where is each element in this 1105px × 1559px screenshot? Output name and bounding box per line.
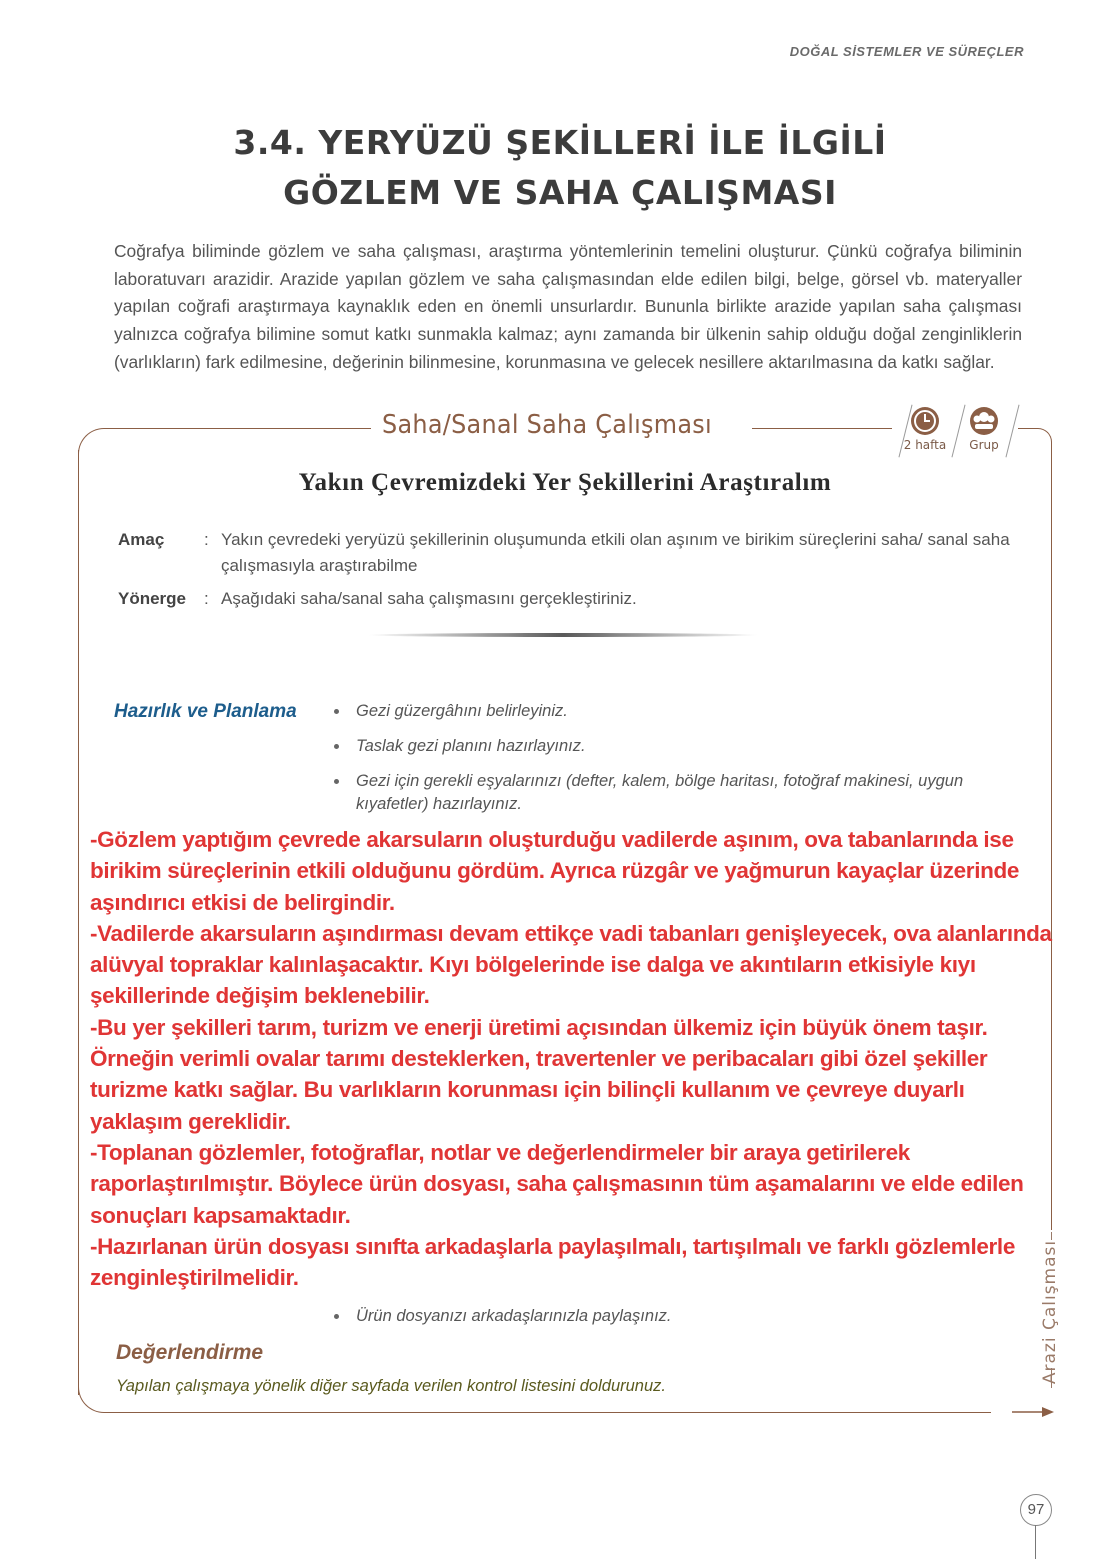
side-line: [1051, 1368, 1052, 1388]
group-label: Grup: [969, 438, 999, 452]
answer-paragraph: -Vadilerde akarsuların aşındırması devam ettikçe vadi tabanları genişleyecek, ova alanlarında alüvyal topraklar kalınlaşacaktır. Kıyı bölgelerinde ise dalga ve akıntıların etkisiyle kıyı şekillerinde değişim beklenebilir.: [90, 920, 1052, 1009]
answers-block: [90, 824, 1052, 1293]
divider: [368, 633, 758, 637]
group-icon: [969, 406, 999, 436]
aim-text: Yakın çevredeki yeryüzü şekillerinin oluşumunda etkili olan aşınım ve birikim süreçlerini saha/ sanal saha çalışmasıyla araştırabilme: [221, 530, 1010, 575]
instruction-text: Aşağıdaki saha/sanal saha çalışmasını gerçekleştiriniz.: [221, 589, 637, 608]
title-line-2: GÖZLEM VE SAHA ÇALIŞMASI: [283, 173, 837, 212]
list-item: [333, 770, 996, 816]
intro-paragraph: Coğrafya biliminde gözlem ve saha çalışması, araştırma yöntemlerinin temelini oluşturur. Çünkü coğrafya biliminin laboratuvarı arazidir. Arazide yapılan gözlem ve saha çalışmasından elde edilen bilgi, belge, görsel vb. materyaller yapılan coğrafi araştırmaya kaynaklık eden en önemli unsurlardır. Bununla birlikte arazide yapılan saha çalışması yalnızca coğrafya bilimine somut katkı sunmakla kalmaz; aynı zamanda bir ülkenin sahip olduğu doğal zenginliklerin (varlıkların) fark edilmesine, değerinin bilinmesine, korunmasına ve gelecek nesillere aktarılmasına da katkı sağlar.: [114, 241, 1022, 372]
answer-paragraph: -Gözlem yaptığım çevrede akarsuların oluşturduğu vadilerde aşınım, ova tabanlarında ise birikim süreçlerinin etkili olduğunu gördüm. Ayrıca rüzgâr ve yağmurun kayaçlar üzerinde aşındırıcı etkisi de belirgindir.: [90, 827, 1020, 915]
bullet-icon: [334, 779, 339, 784]
section-label: Saha/Sanal Saha Çalışması: [382, 410, 712, 440]
running-head: DOĞAL SİSTEMLER VE SÜREÇLER: [789, 44, 1024, 59]
frame-border: [78, 450, 80, 1395]
activity-title: Yakın Çevremizdeki Yer Şekillerini Araştıralım: [298, 469, 832, 496]
list-item: [333, 1305, 1036, 1328]
aim-label: Amaç: [118, 530, 165, 549]
frame-border: [78, 428, 371, 459]
prep-label: Hazırlık ve Planlama: [114, 701, 297, 722]
evaluation-text: Yapılan çalışmaya yönelik diğer sayfada verilen kontrol listesini doldurunuz.: [116, 1377, 666, 1395]
page-number: 97: [1020, 1494, 1052, 1526]
bullet-icon: [334, 1314, 339, 1319]
evaluation-label: Değerlendirme: [116, 1341, 264, 1364]
instruction-label: Yönerge: [118, 589, 187, 608]
prep-item-text: Gezi için gerekli eşyalarınızı (defter, kalem, bölge haritası, fotoğraf makinesi, uygun kıyafetler) hazırlayınız.: [356, 772, 964, 813]
frame-border: [752, 428, 892, 429]
answer-paragraph: -Toplanan gözlemler, fotoğraflar, notlar ve değerlendirmeler bir araya getirilerek raporlaştırılmıştır. Böylece ürün dosyası, saha çalışmasının tüm aşamalarını ve elde edilen sonuçları kapsamaktadır.: [90, 1139, 1024, 1228]
answer-paragraph: -Bu yer şekilleri tarım, turizm ve enerji üretimi açısından ülkemiz için büyük önem taşır. Örneğin verimli ovalar tarımı desteklerken, travertenler ve peribacaları gibi özel şekiller turizme katkı sağlar. Bu varlıkların korunması için bilinçli kullanım ve çevreye duyarlı yaklaşım gereklidir.: [90, 1014, 988, 1134]
answer-paragraph: -Hazırlanan ürün dosyası sınıfta arkadaşlarla paylaşılmalı, tartışılmalı ve farklı gözlemlerle zenginleştirilmelidir.: [90, 1233, 1015, 1291]
duration-badge: [898, 406, 952, 452]
bullet-icon: [334, 744, 339, 749]
bullet-icon: [334, 709, 339, 714]
share-item-text: Ürün dosyanızı arkadaşlarınızla paylaşınız.: [356, 1307, 672, 1325]
side-label: [1030, 1232, 1070, 1392]
title-line-1: 3.4. YERYÜZÜ ŞEKİLLERİ İLE İLGİLİ: [233, 123, 887, 162]
aim-colon: :: [204, 530, 209, 549]
prep-item-text: Gezi güzergâhını belirleyiniz.: [356, 702, 568, 720]
frame-border: [1018, 428, 1052, 449]
prep-item-text: Taslak gezi planını hazırlayınız.: [356, 737, 586, 755]
list-item: [333, 700, 1013, 723]
list-item: [333, 735, 1013, 758]
clock-icon: [910, 406, 940, 436]
page-title: [160, 118, 960, 218]
group-badge: [962, 406, 1006, 452]
instruction-colon: :: [204, 589, 209, 608]
arrow-right-icon: [1012, 1405, 1056, 1424]
side-label-text: Arazi Çalışması: [1040, 1239, 1060, 1385]
duration-label: 2 hafta: [903, 438, 947, 452]
prep-list: [333, 700, 1013, 816]
page-number-line: [1035, 1525, 1036, 1559]
